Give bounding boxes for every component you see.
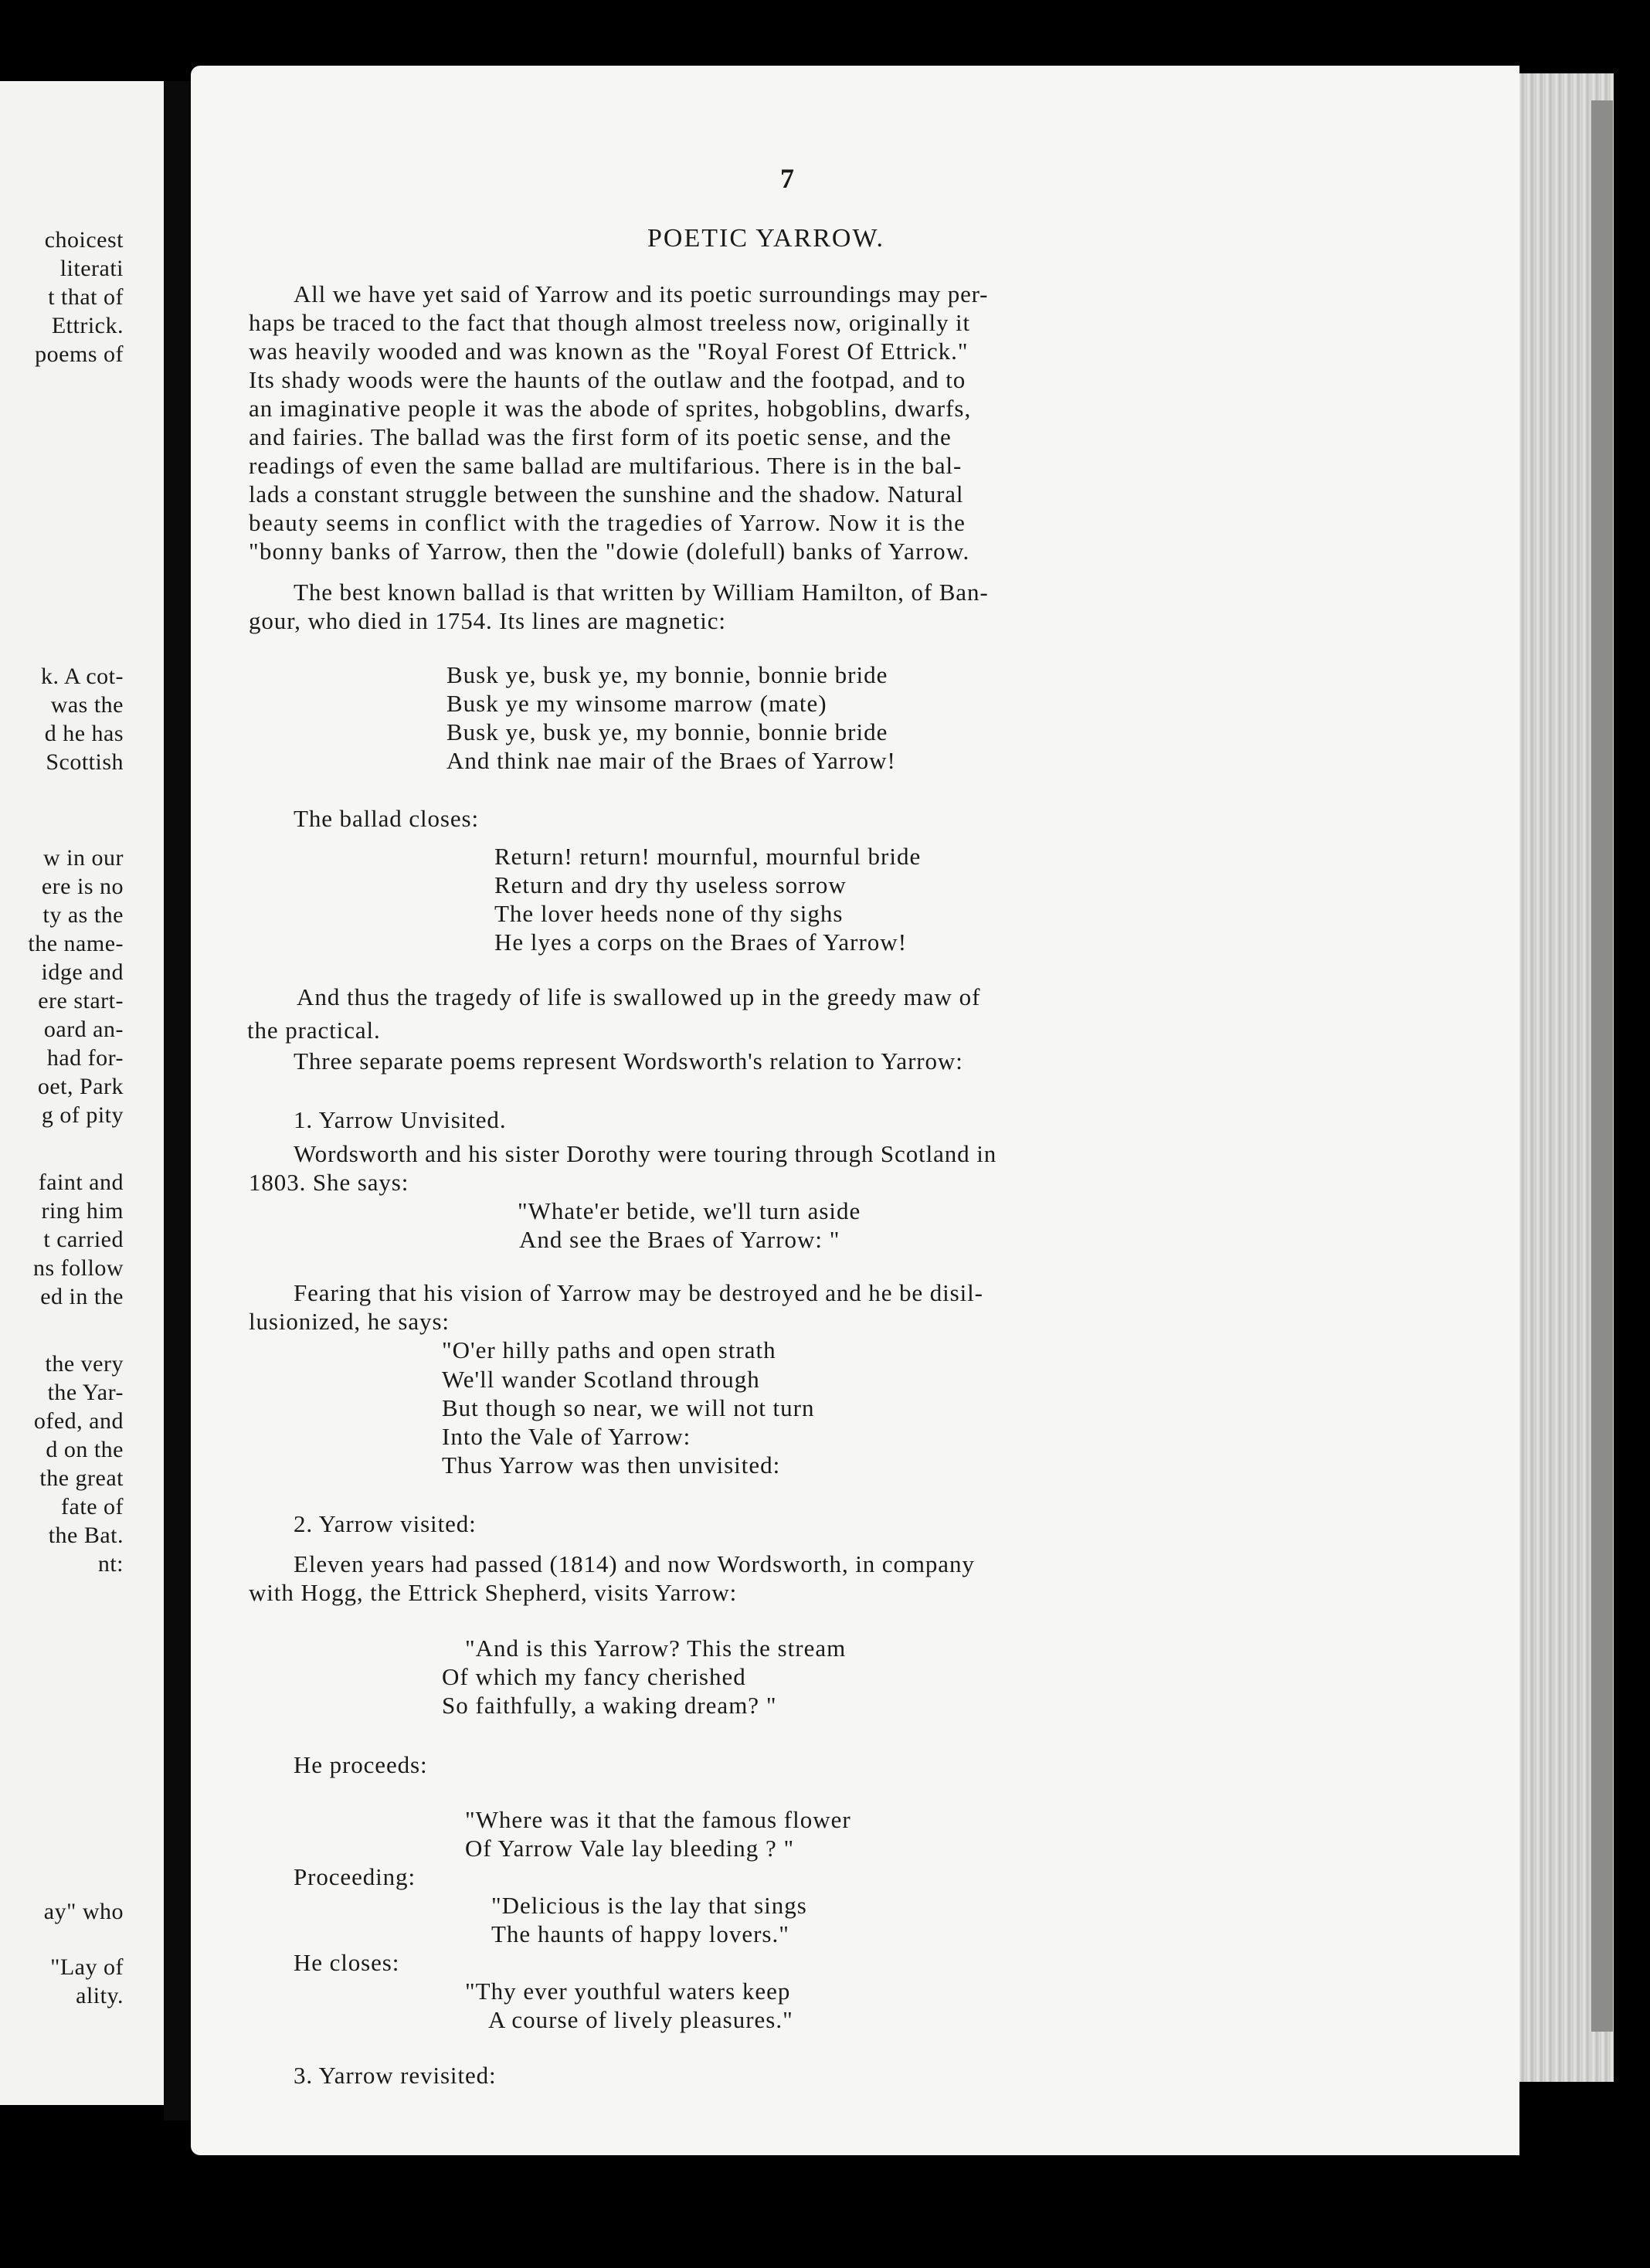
paragraph-line: readings of even the same ballad are multifarious. There is in the bal- [249,452,963,479]
paragraph-line: All we have yet said of Yarrow and its poetic surroundings may per- [294,280,989,307]
left-page-line: the great [39,1465,124,1491]
paragraph-line: He proceeds: [294,1751,428,1778]
left-page-line: ns follow [33,1255,124,1281]
left-page-line: w in our [43,845,124,871]
book-gutter [164,81,191,2120]
verse-line: "Delicious is the lay that sings [491,1892,807,1919]
left-page-line: ality. [76,1983,124,2008]
verse-line: Return! return! mournful, mournful bride [494,843,922,870]
paragraph-line: Wordsworth and his sister Dorothy were touring through Scotland in [294,1140,997,1167]
left-page-line: k. A cot- [41,664,124,689]
verse-line: And think nae mair of the Braes of Yarrow! [446,747,896,774]
left-page-line: ere is no [41,874,124,899]
verse-line: "O'er hilly paths and open strath [442,1336,776,1363]
left-page-line: ay" who [43,1899,124,1924]
paragraph-line: lads a constant struggle between the sunshine and the shadow. Natural [249,480,964,508]
paragraph-line: beauty seems in conflict with the tragedies of Yarrow. Now it is the [249,509,966,536]
left-page-line: Ettrick. [51,313,124,338]
section-heading: 1. Yarrow Unvisited. [294,1106,507,1133]
left-page-line: g of pity [41,1102,124,1128]
verse-line: A course of lively pleasures." [488,2006,793,2033]
paragraph-line: Three separate poems represent Wordsworth's relation to Yarrow: [294,1047,963,1075]
left-page-line: t that of [48,284,124,310]
section-heading: 3. Yarrow revisited: [294,2062,497,2089]
left-page-line: the Yar- [47,1380,124,1405]
left-page-line: Scottish [46,749,124,775]
verse-line: We'll wander Scotland through [442,1366,760,1393]
page-number: 7 [780,163,794,194]
left-page-line: the very [45,1351,124,1377]
left-page-line: faint and [38,1170,124,1195]
paragraph-line: Proceeding: [294,1863,416,1890]
left-page-line: d on the [46,1437,124,1462]
paragraph-line: lusionized, he says: [249,1308,450,1335]
verse-line: So faithfully, a waking dream? " [442,1692,777,1719]
left-page-line: ere start- [38,988,124,1013]
verse-line: "And is this Yarrow? This the stream [465,1635,847,1662]
left-page-line: the name- [28,931,124,956]
paragraph-line: He closes: [294,1949,400,1976]
verse-line: But though so near, we will not turn [442,1394,815,1421]
left-page-line: oet, Park [37,1074,124,1099]
left-page-line: literati [59,256,124,281]
left-page [0,81,164,2105]
paragraph-line: Its shady woods were the haunts of the outlaw and the footpad, and to [249,366,966,393]
paragraph-line: Fearing that his vision of Yarrow may be destroyed and he be disil- [294,1279,983,1306]
paragraph-line: an imaginative people it was the abode of sprites, hobgoblins, dwarfs, [249,395,972,422]
page-edges-shadow [1591,100,1613,2032]
paragraph-line: 1803. She says: [249,1169,409,1196]
page-title: POETIC YARROW. [647,224,884,253]
verse-line: "Thy ever youthful waters keep [465,1978,791,2005]
section-heading: 2. Yarrow visited: [294,1510,477,1537]
paragraph-line: The best known ballad is that written by William Hamilton, of Ban- [294,579,989,606]
left-page-line: ed in the [40,1284,124,1309]
paragraph-line: gour, who died in 1754. Its lines are magnetic: [249,607,726,634]
paragraph-line: and fairies. The ballad was the first form of its poetic sense, and the [249,423,952,450]
left-page-line: had for- [46,1045,124,1071]
verse-line: Busk ye, busk ye, my bonnie, bonnie bride [446,718,888,745]
verse-line: Thus Yarrow was then unvisited: [442,1451,781,1479]
verse-line: "Where was it that the famous flower [465,1806,851,1833]
verse-line: "Whate'er betide, we'll turn aside [518,1197,861,1224]
left-page-line: "Lay of [50,1954,124,1980]
left-page-line: was the [50,692,124,718]
paragraph-line: And thus the tragedy of life is swallowed up in the greedy maw of [297,983,981,1010]
left-page-line: t carried [43,1227,124,1252]
left-page-line: choicest [44,227,124,253]
paragraph-line: with Hogg, the Ettrick Shepherd, visits Yarrow: [249,1579,738,1606]
paragraph-line: was heavily wooded and was known as the "Royal Forest Of Ettrick." [249,338,969,365]
left-page-line: fate of [61,1494,124,1519]
verse-line: And see the Braes of Yarrow: " [519,1226,840,1253]
left-page-line: nt: [97,1551,124,1577]
left-page-line: ofed, and [33,1408,124,1434]
paragraph-line: The ballad closes: [294,805,480,832]
left-page-line: ring him [41,1198,124,1224]
verse-line: Busk ye my winsome marrow (mate) [446,690,827,717]
paragraph-line: "bonny banks of Yarrow, then the "dowie (dolefull) banks of Yarrow. [249,538,970,565]
left-page-line: d he has [44,721,124,746]
verse-line: Of Yarrow Vale lay bleeding ? " [465,1835,795,1862]
verse-line: He lyes a corps on the Braes of Yarrow! [494,929,908,956]
left-page-line: the Bat. [48,1523,124,1548]
paragraph-line: the practical. [247,1017,381,1044]
left-page-line: idge and [41,959,124,985]
verse-line: The haunts of happy lovers." [491,1920,789,1947]
verse-line: Busk ye, busk ye, my bonnie, bonnie bride [446,661,888,688]
verse-line: Return and dry thy useless sorrow [494,871,847,898]
verse-line: Of which my fancy cherished [442,1663,746,1690]
left-page-line: poems of [35,341,124,367]
left-page-line: ty as the [42,902,124,928]
verse-line: The lover heeds none of thy sighs [494,900,844,927]
paragraph-line: haps be traced to the fact that though almost treeless now, originally it [249,309,971,336]
paragraph-line: Eleven years had passed (1814) and now Wordsworth, in company [294,1550,975,1577]
left-page-line: oard an- [43,1017,124,1042]
verse-line: Into the Vale of Yarrow: [442,1423,691,1450]
